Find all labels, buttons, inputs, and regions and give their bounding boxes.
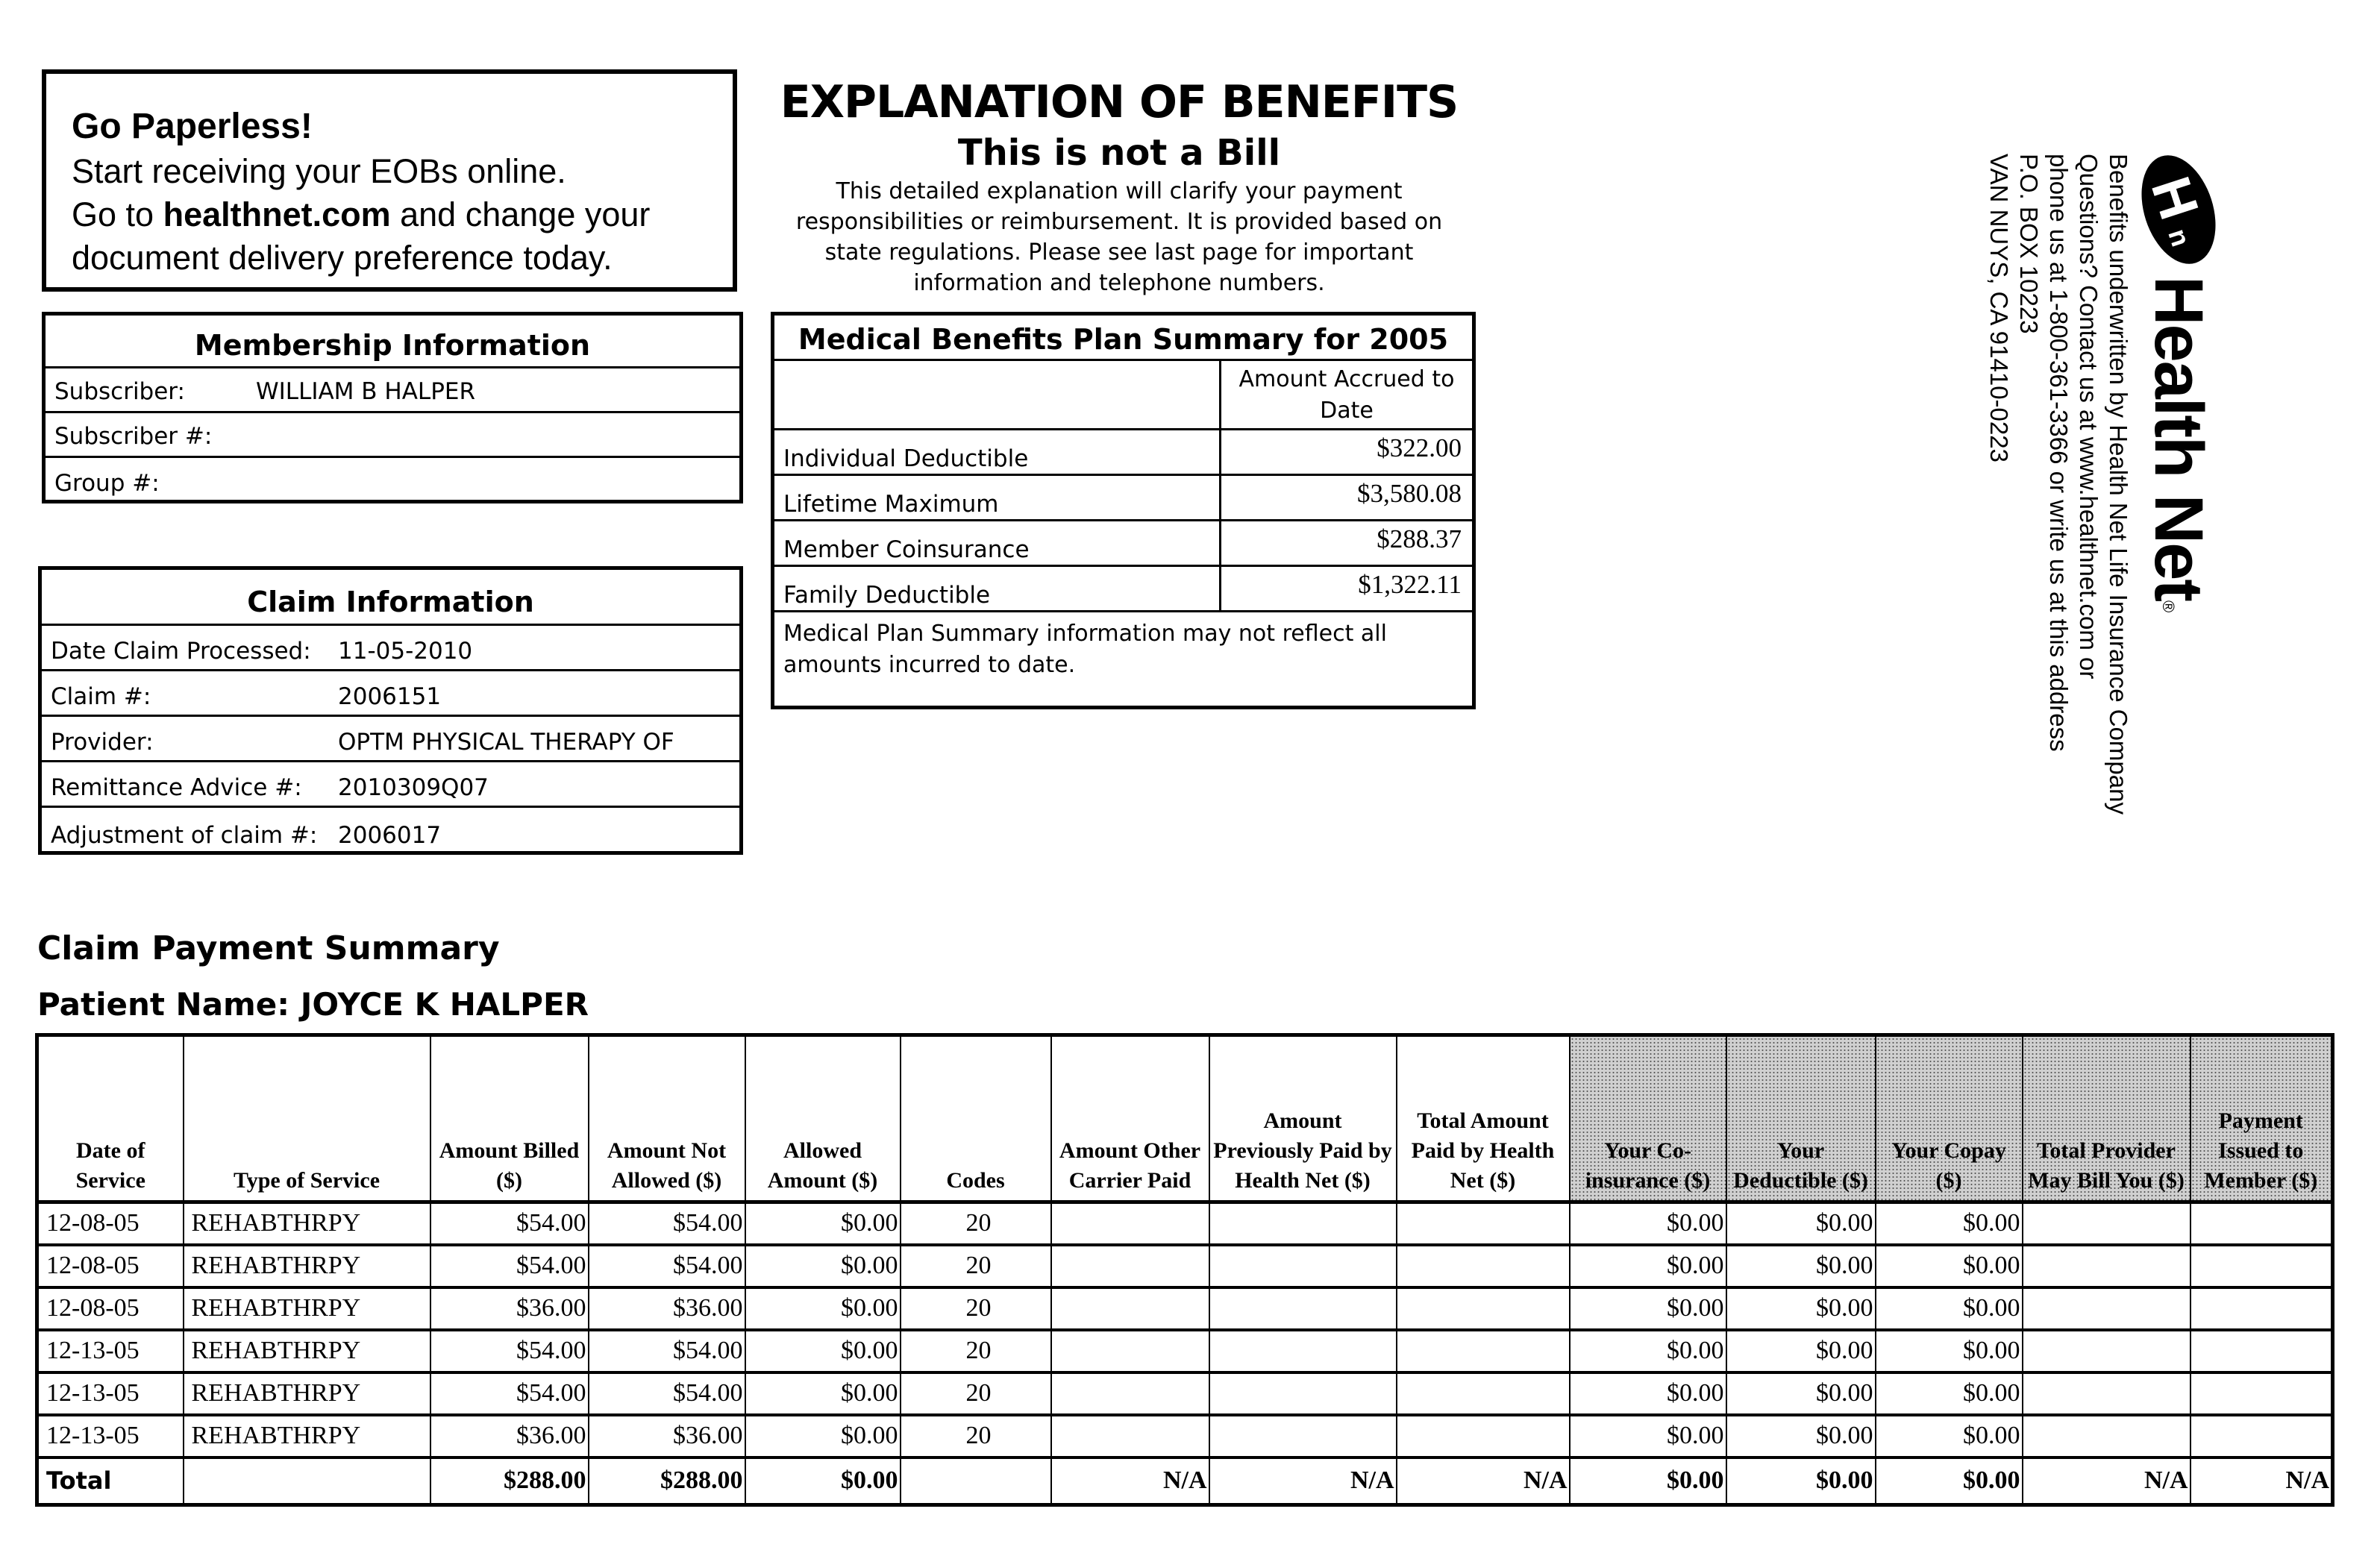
claim-number-value: 2006151 — [338, 683, 442, 710]
codes-cell: 20 — [901, 1245, 1051, 1287]
not-allowed-cell: $36.00 — [589, 1415, 745, 1457]
col-type-of-service: Type of Service — [184, 1035, 430, 1202]
total-total-paid-cell: N/A — [1397, 1457, 1570, 1505]
date-processed-label: Date Claim Processed: — [51, 638, 311, 665]
member-payment-cell — [2190, 1372, 2333, 1415]
other-carrier-cell — [1051, 1245, 1209, 1287]
total-label: Total — [37, 1457, 184, 1505]
member-payment-cell — [2190, 1245, 2333, 1287]
total-member-payment-cell: N/A — [2190, 1457, 2333, 1505]
plan-row-label: Member Coinsurance — [774, 521, 1221, 565]
coinsurance-cell: $0.00 — [1570, 1330, 1726, 1372]
health-net-logo-icon — [2129, 145, 2229, 273]
not-allowed-cell: $54.00 — [589, 1330, 745, 1372]
not-allowed-cell: $36.00 — [589, 1287, 745, 1330]
codes-cell: 20 — [901, 1202, 1051, 1245]
registered-mark: ® — [2159, 600, 2178, 613]
paperless-heading: Go Paperless! — [72, 107, 313, 146]
subscriber-value: WILLIAM B HALPER — [256, 378, 476, 405]
total-paid-cell — [1397, 1202, 1570, 1245]
total-paid-cell — [1397, 1330, 1570, 1372]
date-cell: 12-08-05 — [37, 1245, 184, 1287]
coinsurance-cell: $0.00 — [1570, 1372, 1726, 1415]
previously-paid-cell — [1209, 1245, 1397, 1287]
total-provider-bill-cell: N/A — [2023, 1457, 2190, 1505]
total-not-allowed-cell: $288.00 — [589, 1457, 745, 1505]
subscriber-number-label: Subscriber #: — [54, 423, 213, 450]
claim-info-row — [42, 671, 739, 717]
billed-cell: $54.00 — [430, 1245, 589, 1287]
col-date-of-service: Date of Service — [37, 1035, 184, 1202]
membership-row-subscriber-number — [46, 413, 739, 458]
date-cell: 12-13-05 — [37, 1330, 184, 1372]
copay-cell: $0.00 — [1876, 1202, 2023, 1245]
deductible-cell: $0.00 — [1726, 1202, 1876, 1245]
codes-cell: 20 — [901, 1372, 1051, 1415]
table-row — [37, 1287, 2333, 1330]
insurer-contact — [1984, 154, 2133, 847]
patient-name: Patient Name: JOYCE K HALPER — [37, 986, 589, 1023]
not-allowed-cell: $54.00 — [589, 1372, 745, 1415]
col-codes: Codes — [901, 1035, 1051, 1202]
group-number-label: Group #: — [54, 470, 160, 497]
date-cell: 12-08-05 — [37, 1202, 184, 1245]
col-amount-not-allowed: Amount Not Allowed ($) — [589, 1035, 745, 1202]
member-payment-cell — [2190, 1202, 2333, 1245]
plan-summary-row — [774, 476, 1472, 521]
col-payment-issued-to-member: Payment Issued to Member ($) — [2190, 1035, 2333, 1202]
type-cell: REHABTHRPY — [184, 1330, 430, 1372]
copay-cell: $0.00 — [1876, 1372, 2023, 1415]
provider-bill-cell — [2023, 1330, 2190, 1372]
total-previously-paid-cell: N/A — [1209, 1457, 1397, 1505]
coinsurance-cell: $0.00 — [1570, 1287, 1726, 1330]
po-box-line: P.O. BOX 10223 — [2015, 154, 2043, 334]
membership-row-group-number — [46, 458, 739, 503]
remittance-advice-value: 2010309Q07 — [338, 774, 489, 801]
total-type-cell — [184, 1457, 430, 1505]
total-paid-cell — [1397, 1287, 1570, 1330]
go-paperless-box — [42, 69, 737, 292]
plan-row-value: $322.00 — [1377, 433, 1462, 462]
paperless-line-2 — [72, 193, 710, 236]
provider-bill-cell — [2023, 1287, 2190, 1330]
col-allowed-amount: Allowed Amount ($) — [745, 1035, 901, 1202]
other-carrier-cell — [1051, 1202, 1209, 1245]
other-carrier-cell — [1051, 1330, 1209, 1372]
paperless-line-1: Start receiving your EOBs online. — [72, 152, 566, 190]
plan-summary-box — [771, 312, 1476, 709]
claim-info-row — [42, 626, 739, 671]
table-header-row — [37, 1035, 2333, 1202]
total-allowed-cell: $0.00 — [745, 1457, 901, 1505]
insurer-name: Health Net — [2141, 276, 2217, 600]
total-codes-cell — [901, 1457, 1051, 1505]
plan-row-value: $288.37 — [1377, 524, 1462, 553]
provider-bill-cell — [2023, 1245, 2190, 1287]
deductible-cell: $0.00 — [1726, 1245, 1876, 1287]
underwriter-line: Benefits underwritten by Health Net Life Insurance Company — [2105, 154, 2132, 815]
plan-row-label: Family Deductible — [774, 567, 1221, 610]
provider-value: OPTM PHYSICAL THERAPY OF — [338, 729, 674, 756]
membership-information-box — [42, 312, 743, 503]
copay-cell: $0.00 — [1876, 1330, 2023, 1372]
city-line: VAN NUYS, CA 91410-0223 — [1985, 154, 2013, 462]
not-a-bill-subtitle: This is not a Bill — [957, 132, 1281, 174]
type-cell: REHABTHRPY — [184, 1245, 430, 1287]
member-payment-cell — [2190, 1330, 2333, 1372]
plan-summary-title: Medical Benefits Plan Summary for 2005 — [774, 316, 1472, 361]
amount-accrued-header: Amount Accrued to Date — [1238, 366, 1455, 424]
plan-summary-header-row — [774, 361, 1472, 430]
total-deductible-cell: $0.00 — [1726, 1457, 1876, 1505]
eob-header — [776, 75, 1462, 298]
eob-description: This detailed explanation will clarify your payment responsibilities or reimbursement. It is provided based on state regulations. Please see last page for important information and telephone numbers. — [795, 178, 1443, 296]
table-row — [37, 1372, 2333, 1415]
insurer-block — [1985, 154, 2220, 847]
claim-info-title: Claim Information — [42, 570, 739, 626]
billed-cell: $36.00 — [430, 1287, 589, 1330]
col-your-coinsurance: Your Co-insurance ($) — [1570, 1035, 1726, 1202]
paperless-line-3: document delivery preference today. — [72, 239, 613, 277]
plan-summary-row — [774, 521, 1472, 567]
allowed-cell: $0.00 — [745, 1202, 901, 1245]
deductible-cell: $0.00 — [1726, 1287, 1876, 1330]
col-your-copay: Your Copay ($) — [1876, 1035, 2023, 1202]
allowed-cell: $0.00 — [745, 1287, 901, 1330]
not-allowed-cell: $54.00 — [589, 1245, 745, 1287]
not-allowed-cell: $54.00 — [589, 1202, 745, 1245]
claim-payment-table — [35, 1033, 2334, 1507]
provider-label: Provider: — [51, 729, 154, 756]
coinsurance-cell: $0.00 — [1570, 1245, 1726, 1287]
table-row — [37, 1202, 2333, 1245]
allowed-cell: $0.00 — [745, 1245, 901, 1287]
total-copay-cell: $0.00 — [1876, 1457, 2023, 1505]
date-processed-value: 11-05-2010 — [338, 638, 473, 665]
total-paid-cell — [1397, 1372, 1570, 1415]
col-provider-may-bill-you: Total Provider May Bill You ($) — [2023, 1035, 2190, 1202]
coinsurance-cell: $0.00 — [1570, 1202, 1726, 1245]
total-coinsurance-cell: $0.00 — [1570, 1457, 1726, 1505]
copay-cell: $0.00 — [1876, 1287, 2023, 1330]
page-title: EXPLANATION OF BENEFITS — [780, 76, 1459, 128]
billed-cell: $54.00 — [430, 1372, 589, 1415]
phone-line: phone us at 1-800-361-3366 or write us at this address — [2045, 154, 2073, 752]
previously-paid-cell — [1209, 1415, 1397, 1457]
col-other-carrier-paid: Amount Other Carrier Paid — [1051, 1035, 1209, 1202]
previously-paid-cell — [1209, 1372, 1397, 1415]
provider-bill-cell — [2023, 1202, 2190, 1245]
claim-info-row — [42, 717, 739, 762]
other-carrier-cell — [1051, 1372, 1209, 1415]
type-cell: REHABTHRPY — [184, 1415, 430, 1457]
adjustment-claim-value: 2006017 — [338, 822, 442, 849]
deductible-cell: $0.00 — [1726, 1330, 1876, 1372]
table-row — [37, 1415, 2333, 1457]
deductible-cell: $0.00 — [1726, 1372, 1876, 1415]
provider-bill-cell — [2023, 1415, 2190, 1457]
type-cell: REHABTHRPY — [184, 1287, 430, 1330]
codes-cell: 20 — [901, 1330, 1051, 1372]
billed-cell: $54.00 — [430, 1202, 589, 1245]
other-carrier-cell — [1051, 1415, 1209, 1457]
col-amount-billed: Amount Billed ($) — [430, 1035, 589, 1202]
claim-information-box — [38, 566, 743, 855]
total-billed-cell: $288.00 — [430, 1457, 589, 1505]
total-paid-cell — [1397, 1245, 1570, 1287]
previously-paid-cell — [1209, 1202, 1397, 1245]
copay-cell: $0.00 — [1876, 1245, 2023, 1287]
deductible-cell: $0.00 — [1726, 1415, 1876, 1457]
coinsurance-cell: $0.00 — [1570, 1415, 1726, 1457]
member-payment-cell — [2190, 1415, 2333, 1457]
plan-summary-header-blank — [774, 361, 1221, 428]
date-cell: 12-08-05 — [37, 1287, 184, 1330]
col-your-deductible: Your Deductible ($) — [1726, 1035, 1876, 1202]
allowed-cell: $0.00 — [745, 1415, 901, 1457]
total-other-carrier-cell: N/A — [1051, 1457, 1209, 1505]
logo-sub-letter: n — [2162, 225, 2197, 251]
allowed-cell: $0.00 — [745, 1372, 901, 1415]
date-cell: 12-13-05 — [37, 1415, 184, 1457]
col-previously-paid: Amount Previously Paid by Health Net ($) — [1209, 1035, 1397, 1202]
table-total-row — [37, 1457, 2333, 1505]
copay-cell: $0.00 — [1876, 1415, 2023, 1457]
plan-row-label: Lifetime Maximum — [774, 476, 1221, 519]
paperless-line-2-suffix: and change your — [390, 195, 651, 233]
claim-info-row — [42, 808, 739, 853]
questions-line: Questions? Contact us at www.healthnet.com or — [2075, 154, 2102, 680]
codes-cell: 20 — [901, 1287, 1051, 1330]
subscriber-label: Subscriber: — [54, 378, 185, 405]
healthnet-link[interactable]: healthnet.com — [163, 195, 391, 233]
plan-summary-note: Medical Plan Summary information may not reflect all amounts incurred to date. — [783, 621, 1387, 678]
plan-row-value: $3,580.08 — [1357, 479, 1462, 508]
allowed-cell: $0.00 — [745, 1330, 901, 1372]
codes-cell: 20 — [901, 1415, 1051, 1457]
date-cell: 12-13-05 — [37, 1372, 184, 1415]
provider-bill-cell — [2023, 1372, 2190, 1415]
table-row — [37, 1245, 2333, 1287]
adjustment-claim-label: Adjustment of claim #: — [51, 822, 318, 849]
plan-row-value: $1,322.11 — [1358, 570, 1462, 599]
previously-paid-cell — [1209, 1330, 1397, 1372]
plan-row-label: Individual Deductible — [774, 430, 1221, 474]
plan-summary-row — [774, 430, 1472, 476]
membership-row-subscriber — [46, 368, 739, 413]
type-cell: REHABTHRPY — [184, 1372, 430, 1415]
billed-cell: $54.00 — [430, 1330, 589, 1372]
claim-info-row — [42, 762, 739, 808]
membership-title: Membership Information — [46, 316, 739, 368]
paperless-line-2-prefix: Go to — [72, 195, 163, 233]
type-cell: REHABTHRPY — [184, 1202, 430, 1245]
claim-payment-summary-title: Claim Payment Summary — [37, 929, 500, 967]
logo-letter: H — [2139, 169, 2211, 227]
previously-paid-cell — [1209, 1287, 1397, 1330]
member-payment-cell — [2190, 1287, 2333, 1330]
table-row — [37, 1330, 2333, 1372]
billed-cell: $36.00 — [430, 1415, 589, 1457]
total-paid-cell — [1397, 1415, 1570, 1457]
health-net-logo — [2138, 154, 2220, 847]
col-total-paid-by-health-net: Total Amount Paid by Health Net ($) — [1397, 1035, 1570, 1202]
plan-summary-row — [774, 567, 1472, 612]
remittance-advice-label: Remittance Advice #: — [51, 774, 302, 801]
claim-number-label: Claim #: — [51, 683, 151, 710]
other-carrier-cell — [1051, 1287, 1209, 1330]
